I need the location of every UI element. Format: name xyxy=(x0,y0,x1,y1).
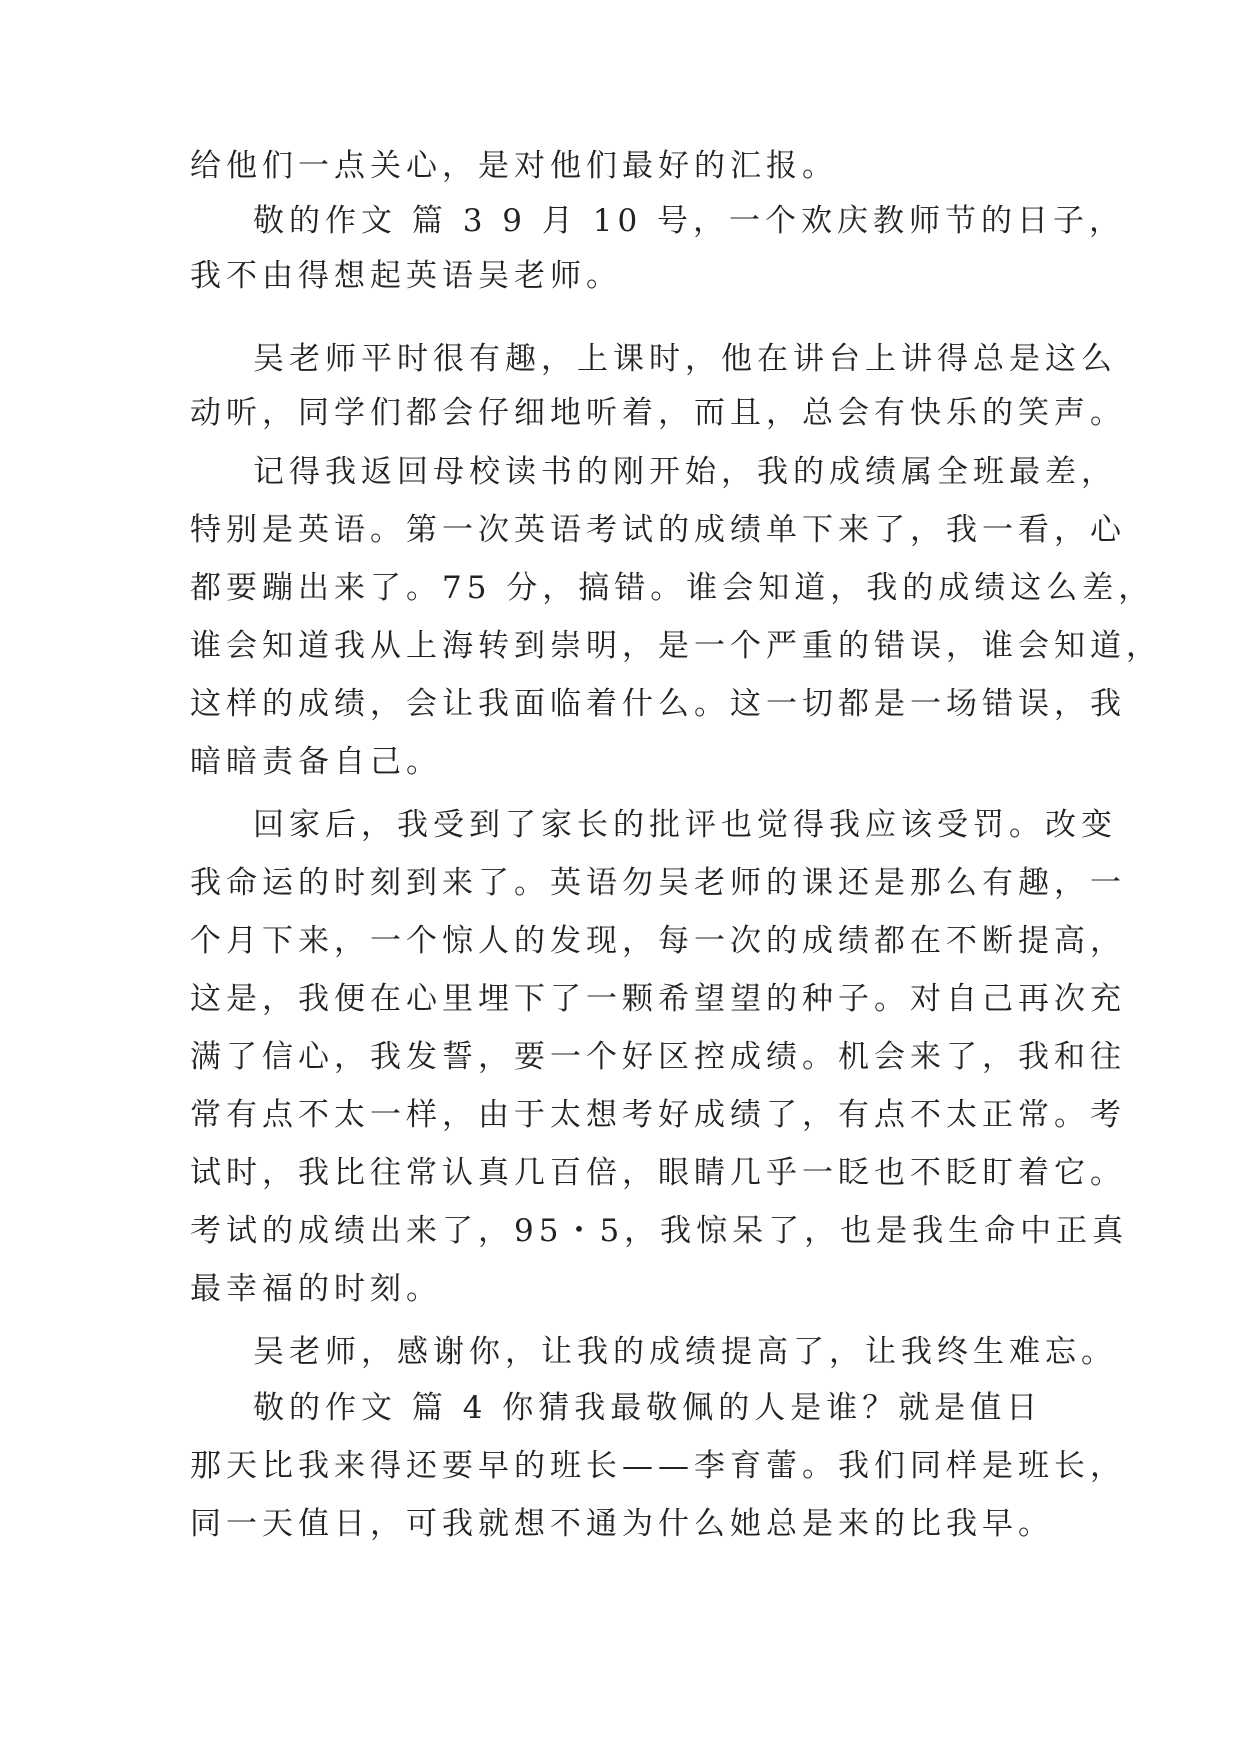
text-line: 都要蹦出来了。75 分，搞错。谁会知道，我的成绩这么差， xyxy=(190,570,1155,606)
text-line: 回家后，我受到了家长的批评也觉得我应该受罚。改变 xyxy=(253,807,1117,843)
text-line: 给他们一点关心，是对他们最好的汇报。 xyxy=(190,148,838,184)
text-line: 动听，同学们都会仔细地听着，而且，总会有快乐的笑声。 xyxy=(190,395,1126,431)
text-line: 这样的成绩，会让我面临着什么。这一切都是一场错误，我 xyxy=(190,686,1126,722)
text-line: 敬的作文 篇 4 你猜我最敬佩的人是谁？就是值日 xyxy=(253,1390,1043,1426)
text-line: 我不由得想起英语吴老师。 xyxy=(190,258,622,294)
text-line: 个月下来，一个惊人的发现，每一次的成绩都在不断提高， xyxy=(190,923,1126,959)
text-line: 我命运的时刻到来了。英语勿吴老师的课还是那么有趣，一 xyxy=(190,865,1126,901)
text-line: 那天比我来得还要早的班长——李育蕾。我们同样是班长， xyxy=(190,1448,1126,1484)
text-line: 吴老师平时很有趣，上课时，他在讲台上讲得总是这么 xyxy=(253,341,1117,377)
text-line: 记得我返回母校读书的刚开始，我的成绩属全班最差， xyxy=(253,454,1117,490)
text-line: 最幸福的时刻。 xyxy=(190,1271,442,1307)
text-line: 同一天值日，可我就想不通为什么她总是来的比我早。 xyxy=(190,1506,1054,1542)
text-line: 满了信心，我发誓，要一个好区控成绩。机会来了，我和往 xyxy=(190,1039,1126,1075)
text-line: 敬的作文 篇 3 9 月 10 号，一个欢庆教师节的日子， xyxy=(253,203,1126,239)
text-line: 常有点不太一样，由于太想考好成绩了，有点不太正常。考 xyxy=(190,1097,1126,1133)
text-line: 暗暗责备自己。 xyxy=(190,744,442,780)
text-line: 这是，我便在心里埋下了一颗希望望的种子。对自己再次充 xyxy=(190,981,1126,1017)
text-line: 特别是英语。第一次英语考试的成绩单下来了，我一看，心 xyxy=(190,512,1126,548)
text-line: 试时，我比往常认真几百倍，眼睛几乎一眨也不眨盯着它。 xyxy=(190,1155,1126,1191)
text-line: 考试的成绩出来了，95・5，我惊呆了，也是我生命中正真 xyxy=(190,1213,1129,1249)
text-line: 谁会知道我从上海转到崇明，是一个严重的错误，谁会知道， xyxy=(190,628,1162,664)
text-line: 吴老师，感谢你，让我的成绩提高了，让我终生难忘。 xyxy=(253,1334,1117,1370)
